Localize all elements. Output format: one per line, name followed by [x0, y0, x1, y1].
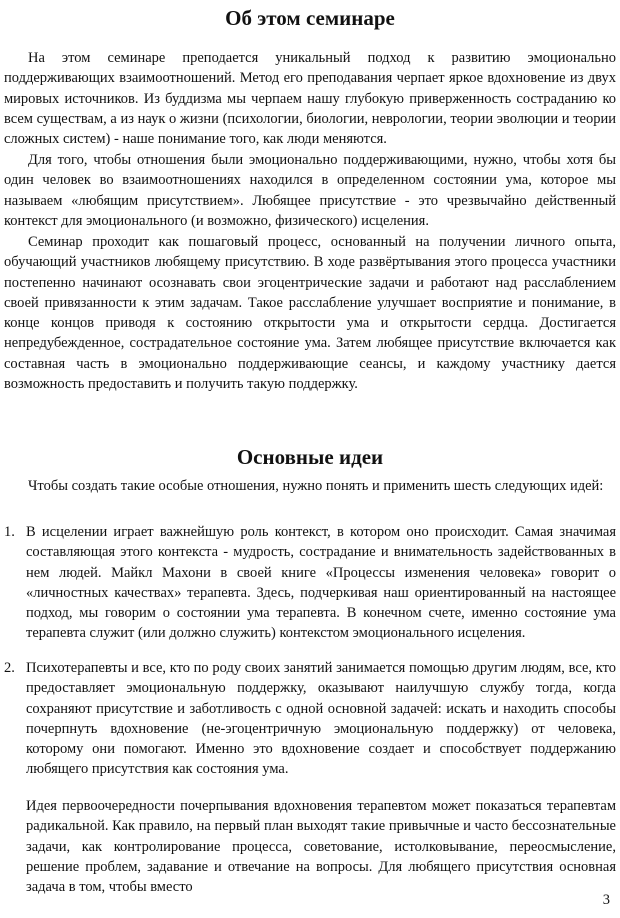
list-item [4, 522, 616, 644]
page-number: 3 [602, 892, 610, 908]
list-item-text: В исцелении играет важнейшую роль контекст, в котором оно происходит. Самая значимая составляющая этого контекста - мудрость, сострадание и внимательность задействованных в нем людей. Майкл Махони в своей книге «Процессы изменения человека» говорит о «личностных качествах» терапевта. Здесь, подчеркивая наш ориентированный на настоящее подход, мы говорим о состоянии ума терапевта. В конечном счете, именно состояние ума терапевта служит (или должно служить) контекстом эмоционального исцеления. [26, 524, 616, 642]
continuation-paragraph: Идея первоочередности почерпывания вдохновения терапевтом может показаться терапевтам радикальной. Как правило, на первый план выходят такие привычные и часто бессознательные задачи, как контролирование процесса, советование, истолковывание, переосмысление, решение проблем, задавание и отвечание на вопросы. Для любящего присутствия основная задача в том, чтобы вместо [26, 798, 616, 896]
section-title-about-seminar: Об этом семинаре [225, 6, 395, 30]
paragraph-about-2: Для того, чтобы отношения были эмоционально поддерживающими, нужно, чтобы хотя бы один человек во взаимоотношениях находился в определенном состоянии ума, которое мы называем «любящим присутствием». Любящее присутствие - это чрезвычайно действенный контекст для эмоционального (и возможно, физического) исцеления. [4, 152, 616, 229]
section-title-main-ideas: Основные идеи [236, 445, 384, 469]
paragraph-about-3: Семинар проходит как пошаговый процесс, основанный на получении личного опыта, обучающий участников любящему присутствию. В ходе развёртывания этого процесса участники постепенно начинают осознавать свои эгоцентрические задачи и работают над расслаблением своей привязанности к этим задачам. Такое расслабление улучшает восприятие и понимание, в конце концов приводя к состоянию открытости ума и открытости сердца. Достигается непредубежденное, сострадательное состояние ума. Затем любящее присутствие включается как составная часть в эмоционально поддерживающие сеансы, и каждому участнику дается возможность предоставить и получить такую поддержку. [4, 234, 616, 393]
list-item [4, 658, 616, 780]
paragraph-about-1: На этом семинаре преподается уникальный подход к развитию эмоционально поддерживающих взаимоотношений. Метод его преподавания черпает яркое вдохновение из двух мировых источников. Из буддизма мы черпаем нашу глубокую приверженность состраданию ко всем существам, а из наук о жизни (психологии, биологии, неврологии, теории эволюции и теории сложных систем) - наше понимание того, как люди меняются. [4, 50, 616, 148]
list-item-text: Психотерапевты и все, кто по роду своих занятий занимается помощью другим людям, все, кто предоставляет эмоциональную поддержку, оказывают наилучшую службу тогда, когда сохраняют присутствие и заботливость с одной основной задачей: искать и находить способы почерпнуть вдохновение (не-эгоцентричную эмоциональную поддержку) от человека, которому они помогают. Именно это вдохновение создает и способствует поддержанию любящего присутствия как состояния ума. [26, 660, 616, 778]
list-item-number: 2. [4, 660, 15, 676]
list-item-number: 1. [4, 524, 15, 540]
main-ideas-intro: Чтобы создать такие особые отношения, нужно понять и применить шесть следующих идей: [28, 478, 604, 494]
